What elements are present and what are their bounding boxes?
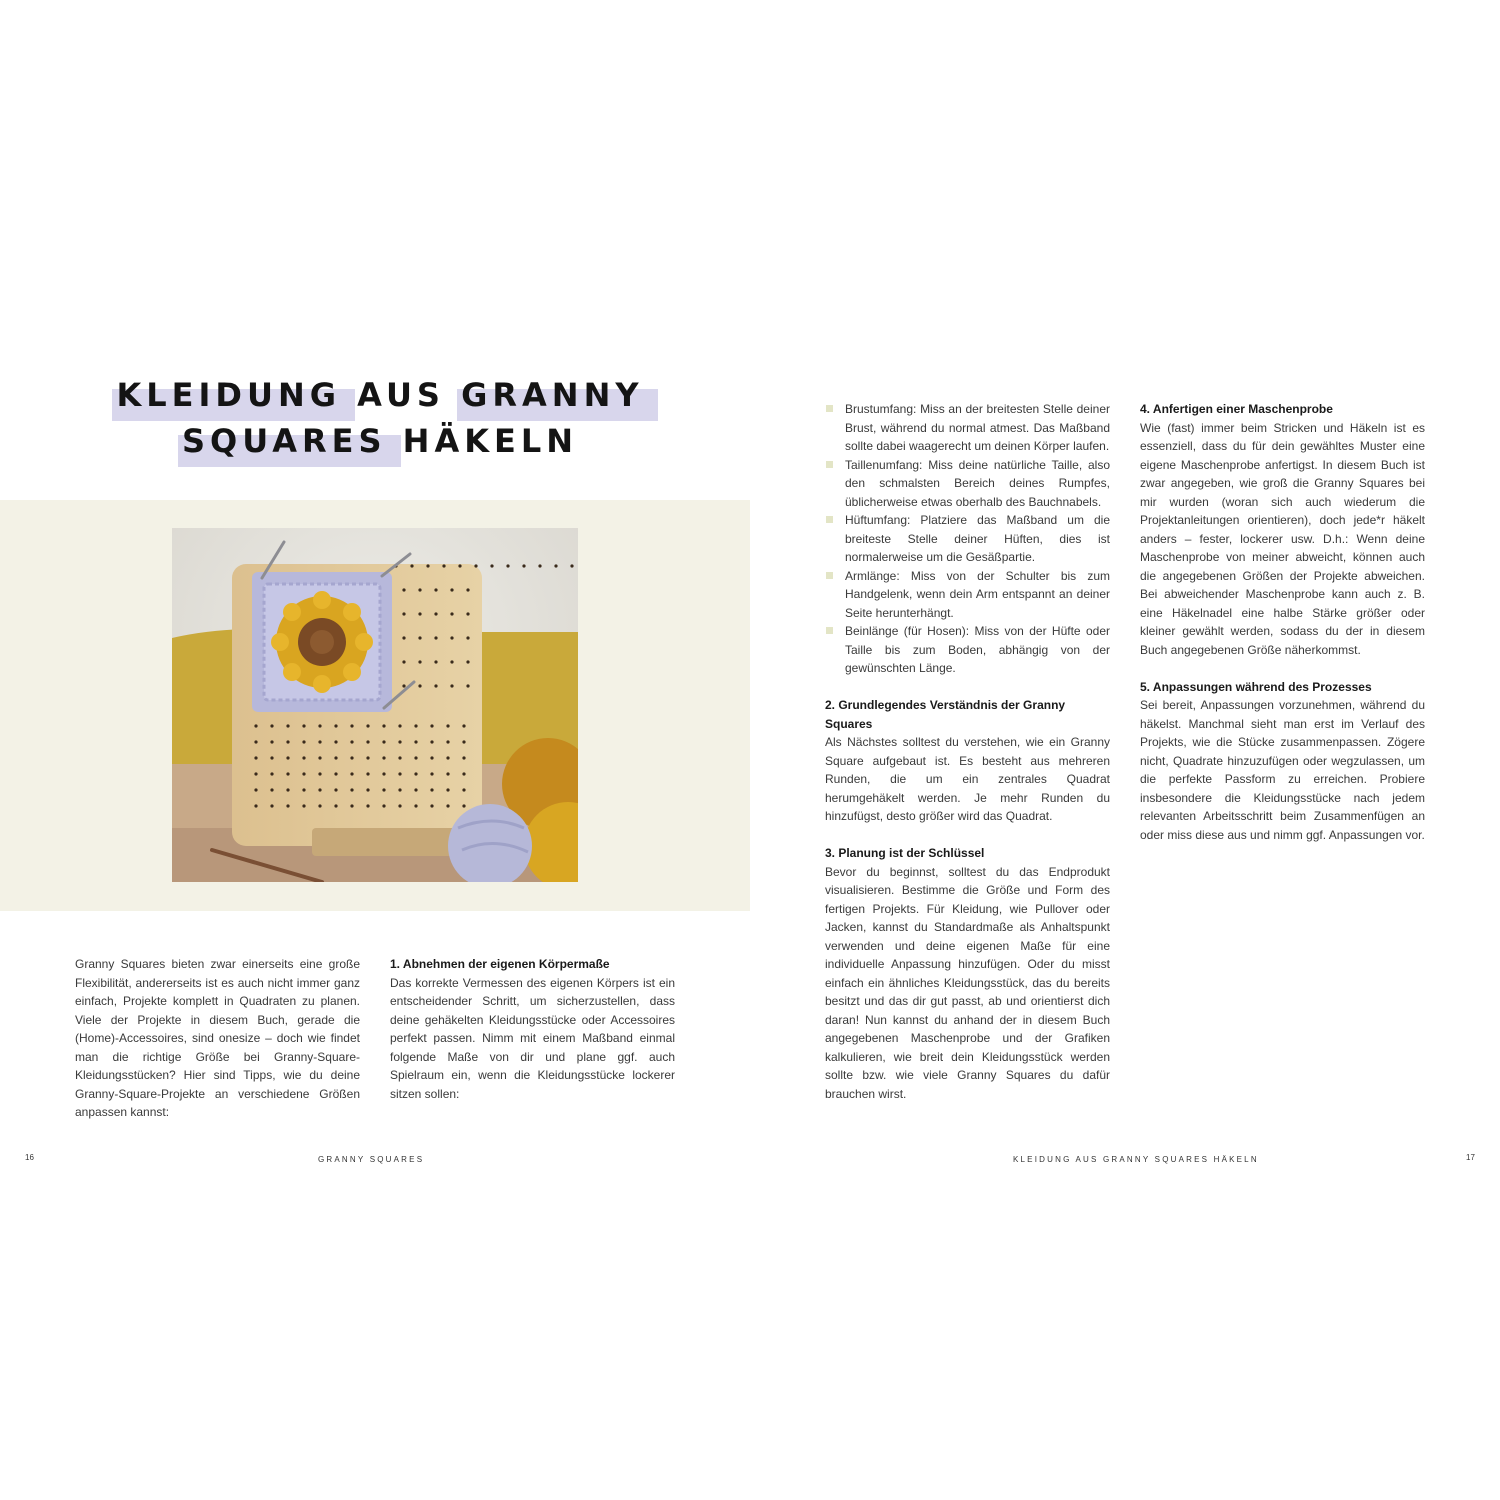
blocking-board-illustration	[172, 528, 578, 882]
list-item: Armlänge: Miss von der Schulter bis zum Handgelenk, wenn dein Arm entspannt an deiner Seite herunterhängt.	[825, 567, 1110, 623]
title-word-highlight	[182, 418, 387, 464]
section-heading: 1. Abnehmen der eigenen Körpermaße	[390, 957, 610, 971]
list-item: Taillenumfang: Miss deine natürliche Taille, also den schmalsten Bereich deines Rumpfes, üblicherweise etwas oberhalb des Bauchnabels.	[825, 456, 1110, 512]
list-item: Beinlänge (für Hosen): Miss von der Hüfte oder Taille bis zum Boden, abhängig von der gewünschten Länge.	[825, 622, 1110, 678]
title-word-highlight	[461, 372, 643, 418]
intro-column	[75, 955, 360, 1122]
title-line-1	[60, 372, 700, 418]
running-head-left: GRANNY SQUARES	[318, 1155, 425, 1164]
title-word: GRANNY	[461, 376, 644, 414]
title-word: HÄKELN	[402, 422, 579, 460]
section-heading: 2. Grundlegendes Verständnis der Granny Squares	[825, 698, 1066, 731]
list-item: Hüftumfang: Platziere das Maßband um die breiteste Stelle deiner Hüften, dies ist normalerweise um die Gesäßpartie.	[825, 511, 1110, 567]
title-word-highlight	[116, 372, 341, 418]
title-word: KLEIDUNG	[116, 376, 342, 414]
list-item: Brustumfang: Miss an der breitesten Stelle deiner Brust, während du normal atmest. Das Maßband sollte dabei waagerecht um deinen Körper laufen.	[825, 400, 1110, 456]
section-text: Bevor du beginnst, solltest du das Endprodukt visualisieren. Bestimme die Größe und Form des fertigen Projekts. Für Kleidung, wie Pullover oder Jacken, kannst du Standardmaße als Anhaltspunkt verwenden und deine eigenen Maße für eine individuelle Anpassung hinzufügen. Oder du misst einfach ein ähnliches Kleidungsstück, das du bereits besitzt und das dir gut passt, ab und orientierst dich daran! Nun kannst du anhand der in diesem Buch angegebenen Maschenprobe und der Grafiken kalkulieren, wie breit dein Kleidungsstück werden sollte bzw. wie viele Granny Squares du dafür brauchen wirst.	[825, 864, 1110, 1101]
photo-blocking-board	[172, 528, 578, 882]
section-1-column	[390, 955, 675, 1103]
running-head-right: KLEIDUNG AUS GRANNY SQUARES HÄKELN	[1013, 1155, 1259, 1164]
title-word: SQUARES	[181, 422, 387, 460]
title-word: AUS	[357, 376, 445, 414]
page-number-left: 16	[25, 1153, 34, 1162]
page-number-right: 17	[1466, 1153, 1475, 1162]
section-text: Wie (fast) immer beim Stricken und Häkeln ist es essenziell, dass du für dein gewähltes Muster eine eigene Maschenprobe anfertigst. In diesem Buch ist zwar angegeben, wie groß die Granny Squares bei mir wurden (woran sich auch wiederum die Projektanleitungen orientieren), doch jede*r häkelt anders – fester, lockerer usw. D.h.: Wenn deine Maschenprobe von meiner abweicht, können auch die angegebenen Größen der Projekte abweichen. Bei abweichender Maschenprobe kann auch z. B. eine Häkelnadel eine halbe Stärke größer oder kleiner gewählt werden, sodass du der in diesem Buch angegebenen Größe näherkommst.	[1140, 420, 1425, 657]
section-heading: 4. Anfertigen einer Maschenprobe	[1140, 402, 1333, 416]
section-text: Als Nächstes solltest du verstehen, wie ein Granny Square aufgebaut ist. Es besteht aus mehreren Runden, die um ein zentrales Quadrat herumgehäkelt werden. Je mehr Runden du hinzufügst, desto größer wird das Quadrat.	[825, 735, 1110, 823]
section-heading: 3. Planung ist der Schlüssel	[825, 846, 985, 860]
section-text: Sei bereit, Anpassungen vorzunehmen, während du häkelst. Manchmal sieht man erst im Verlauf des Projekts, wie die Stücke zusammenpassen. Zögere nicht, Quadrate hinzuzufügen oder wegzulassen, um die perfekte Passform zu erreichen. Probiere insbesondere die Kleidungsstücke nach jedem relevanten Arbeitsschritt beim Zusammenfügen an oder miss diese aus und nimm ggf. Anpassungen vor.	[1140, 698, 1425, 842]
sections-column	[1140, 400, 1425, 844]
measurement-list	[825, 400, 1110, 678]
measurements-column	[825, 400, 1110, 1103]
section-text: Das korrekte Vermessen des eigenen Körpers ist ein entscheidender Schritt, um sicherzustellen, dass deine gehäkelten Kleidungsstücke oder Accessoires perfekt passen. Nimm mit einem Maßband einmal folgende Maße von dir und plane ggf. auch Spielraum ein, wenn die Kleidungsstücke lockerer sitzen sollen:	[390, 975, 675, 1101]
intro-paragraph: Granny Squares bieten zwar einerseits eine große Flexibilität, andererseits ist es auch nicht immer ganz einfach, Projekte komplett in Quadraten zu planen. Viele der Projekte in diesem Buch, gerade die (Home)-Accessoires, sind onesize – doch wie findet man die richtige Größe bei Granny-Square-Kleidungsstücken? Hier sind Tipps, wie du deine Granny-Square-Projekte an verschiedene Größen anpassen kannst:	[75, 957, 360, 1119]
granny-square-illustration	[252, 572, 392, 712]
section-heading: 5. Anpassungen während des Prozesses	[1140, 679, 1372, 694]
title-line-2	[60, 418, 700, 464]
page-title	[60, 372, 700, 464]
